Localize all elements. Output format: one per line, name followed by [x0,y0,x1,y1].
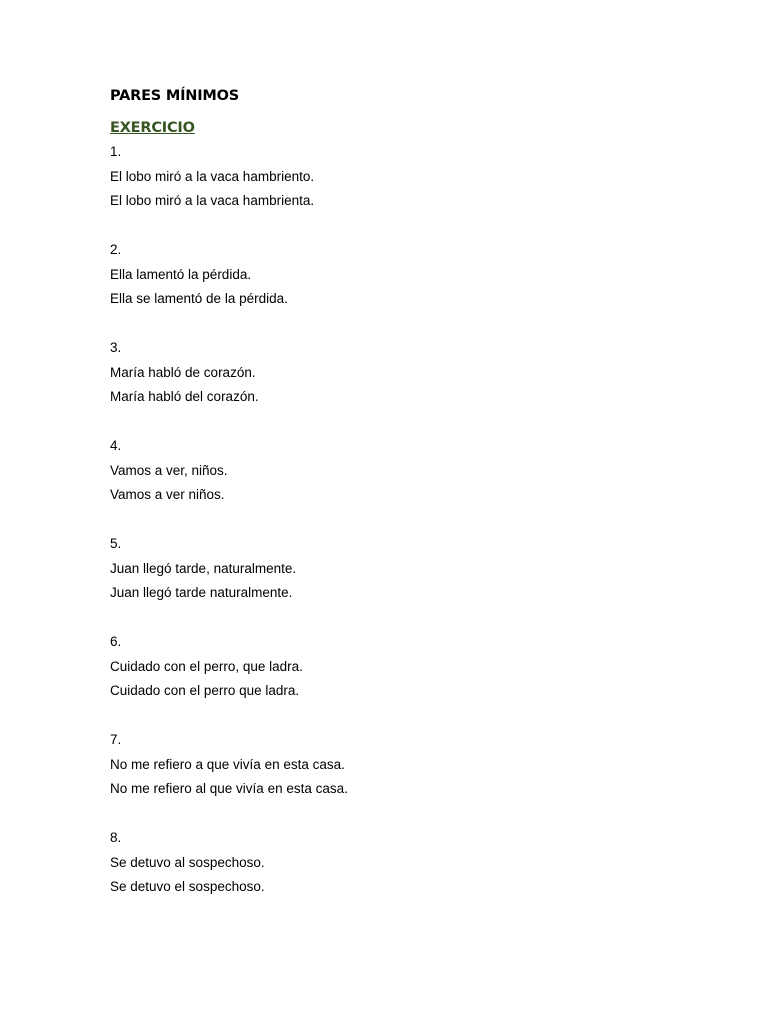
exercise-number: 6. [110,634,122,649]
sentence-a: Se detuvo al sospechoso. [110,854,265,870]
sentence-a: Vamos a ver, niños. [110,462,228,478]
sentence-a: Cuidado con el perro, que ladra. [110,658,303,674]
sentence-b: María habló del corazón. [110,389,259,404]
exercise-item [110,826,710,900]
sentence-a: El lobo miró a la vaca hambriento. [110,168,315,184]
exercise-item [110,728,710,802]
document-page [110,86,710,900]
exercise-number: 1. [110,144,122,159]
exercise-number: 8. [110,830,122,845]
sentence-b: Vamos a ver niños. [110,487,225,502]
sentence-b: El lobo miró a la vaca hambrienta. [110,193,315,208]
sentence-a: No me refiero a que vivía en esta casa. [110,756,345,772]
sentence-a: Juan llegó tarde, naturalmente. [110,560,297,576]
exercise-item [110,336,710,410]
exercise-item [110,532,710,606]
exercise-number: 2. [110,242,122,257]
sentence-b: Cuidado con el perro que ladra. [110,683,300,698]
sentence-a: María habló de corazón. [110,364,256,380]
sentence-a: Ella lamentó la pérdida. [110,266,252,282]
exercise-number: 3. [110,340,122,355]
document-title: PARES MÍNIMOS [110,88,240,104]
exercise-list [110,140,710,900]
sentence-b: Se detuvo el sospechoso. [110,879,265,894]
sentence-b: Ella se lamentó de la pérdida. [110,291,288,306]
exercise-item [110,434,710,508]
exercise-number: 5. [110,536,122,551]
exercise-number: 4. [110,438,122,453]
exercise-item [110,238,710,312]
sentence-b: Juan llegó tarde naturalmente. [110,585,293,600]
exercise-number: 7. [110,732,122,747]
exercise-item [110,140,710,214]
exercise-item [110,630,710,704]
section-heading-exercicio: EXERCICIO [110,120,195,136]
sentence-b: No me refiero al que vivía en esta casa. [110,781,348,796]
